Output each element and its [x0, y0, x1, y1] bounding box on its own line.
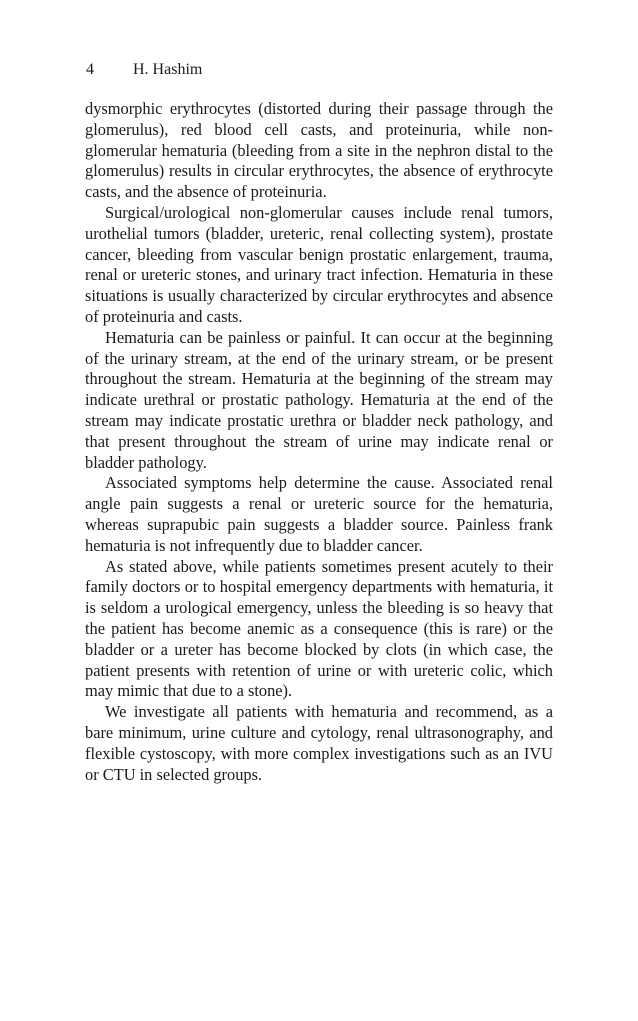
paragraph-investigations: We investigate all patients with hematuria and recommend, as a bare minimum, urine culture and cytology, renal ultrasonography, and flexible cystoscopy, with more complex investigations such as an IVU or CTU in selected groups. [85, 702, 553, 784]
running-header [86, 60, 202, 80]
paragraph-emergency: As stated above, while patients sometimes present acutely to their family doctors or to hospital emergency departments with hematuria, it is seldom a urological emergency, unless the bleeding is so heavy that the patient has become anemic as a consequence (this is rare) or the bladder or a ureter has become blocked by clots (in which case, the patient presents with retention of urine or with ureteric colic, which may mimic that due to a stone). [85, 556, 553, 701]
paragraph-glomerular-hematuria: dysmorphic erythrocytes (distorted during their passage through the glomerulus), red blood cell casts, and proteinuria, while non-glomerular hematuria (bleeding from a site in the nephron distal to the glomerulus) results in circular erythrocytes, the absence of erythrocyte casts, and the absence of proteinuria. [85, 99, 553, 202]
paragraph-associated-symptoms: Associated symptoms help determine the cause. Associated renal angle pain suggests a renal or ureteric source for the hematuria, whereas suprapubic pain suggests a bladder source. Painless frank hematuria is not infrequently due to bladder cancer. [85, 473, 553, 555]
paragraph-painless-painful: Hematuria can be painless or painful. It can occur at the beginning of the urinary stream, at the end of the urinary stream, or be present throughout the stream. Hematuria at the beginning of the stream may indicate urethral or prostatic pathology. Hematuria at the end of the stream may indicate prostatic urethra or bladder neck pathology, and that present throughout the stream of urine may indicate renal or bladder pathology. [85, 327, 553, 472]
body-text [85, 99, 553, 785]
page-number: 4 [86, 61, 94, 78]
paragraph-surgical-causes: Surgical/urological non-glomerular causes include renal tumors, urothelial tumors (bladder, ureteric, renal collecting system), prostate cancer, bleeding from vascular benign prostatic enlargement, trauma, renal or ureteric stones, and urinary tract infection. Hematuria in these situations is usually characterized by circular erythrocytes and absence of proteinuria and casts. [85, 202, 553, 326]
running-head-author: H. Hashim [133, 61, 203, 78]
